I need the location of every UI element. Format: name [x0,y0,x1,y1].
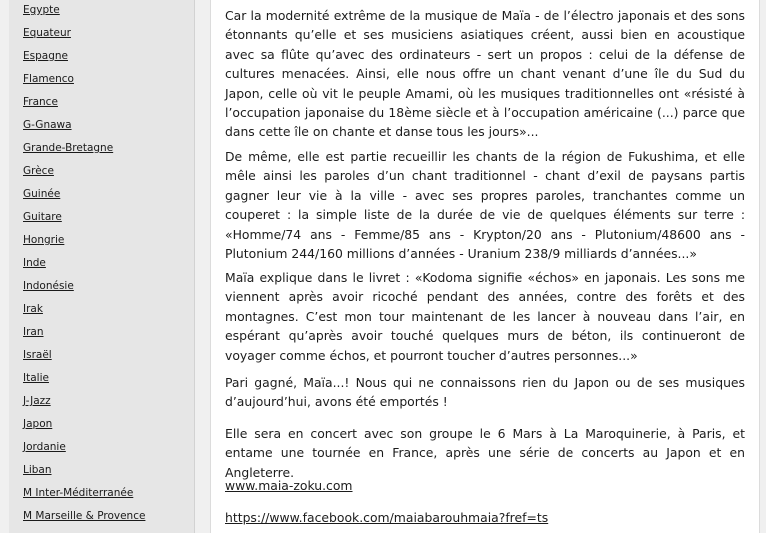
sidebar-link[interactable]: Liban [23,464,52,476]
article-paragraph: Maïa explique dans le livret : «Kodoma signifie «échos» en japonais. Les sons me viennent après avoir ricoché pendant des années, contre des forêts et des montagnes. C’est mon tour maintenant de les lancer à nouveau dans l’air, en espérant qu’après avoir touché quelques murs de béton, ils continueront de voyager comme échos, et pourront toucher d’autres personnes...» [225,270,745,363]
website-paragraph [225,476,745,495]
sidebar-link[interactable]: Guinée [23,188,61,200]
sidebar-link[interactable]: Equateur [23,27,71,39]
sidebar-link[interactable]: Italie [23,372,49,384]
article-paragraph: Elle sera en concert avec son groupe le 6 Mars à La Maroquinerie, à Paris, et entame une tournée en France, après une série de concerts au Japon et en Angleterre. [225,426,745,480]
sidebar-link[interactable]: France [23,96,58,108]
sidebar-link[interactable]: Guitare [23,211,62,223]
sidebar-link[interactable]: Iran [23,326,44,338]
sidebar-link[interactable]: Grèce [23,165,54,177]
article-body [210,0,760,533]
sidebar-link[interactable]: Jordanie [23,441,66,453]
sidebar-link[interactable]: Irak [23,303,43,315]
website-link[interactable]: www.maia-zoku.com [225,478,353,493]
sidebar-link[interactable]: M Inter-Méditerranée [23,487,134,499]
sidebar [9,0,195,533]
sidebar-link[interactable]: Inde [23,257,46,269]
sidebar-link[interactable]: Israël [23,349,52,361]
sidebar-link[interactable]: J-Jazz [23,395,51,407]
sidebar-link[interactable]: Espagne [23,50,68,62]
sidebar-link[interactable]: Japon [23,418,53,430]
sidebar-link[interactable]: Hongrie [23,234,65,246]
sidebar-link[interactable]: Egypte [23,4,60,16]
facebook-paragraph [225,508,745,527]
facebook-link[interactable]: https://www.facebook.com/maiabarouhmaia?fref=ts [225,510,549,525]
sidebar-link[interactable]: M Marseille & Provence [23,510,146,522]
sidebar-link[interactable]: Indonésie [23,280,74,292]
sidebar-link[interactable]: Flamenco [23,73,74,85]
sidebar-link[interactable]: G-Gnawa [23,119,72,131]
sidebar-link[interactable]: Grande-Bretagne [23,142,114,154]
article-paragraph: De même, elle est partie recueillir les chants de la région de Fukushima, et elle mêle ainsi les paroles d’un chant traditionnel - chant d’exil de paysans partis gagner leur vie à la ville - avec ses propres paroles, tranchantes comme un couperet : la simple liste de la durée de vie de quelques éléments sur terre : «Homme/74 ans - Femme/85 ans - Krypton/20 ans - Plutonium/48600 ans - Plutonium 244/160 millions d’années - Uranium 238/9 milliards d’années...» [225,149,745,262]
article-paragraph: Pari gagné, Maïa...! Nous qui ne connaissons rien du Japon ou de ses musiques d’aujourd’hui, avons été emportés ! [225,375,745,410]
article-paragraph: Car la modernité extrême de la musique de Maïa - de l’électro japonais et des sons étonnants qu’elle et ses musiciens asiatiques créent, aussi bien en acoustique avec sa flûte qu’avec des ordinateurs - sert un propos : celui de la défense de cultures menacées. Ainsi, elle nous offre un chant venant d’une île du Sud du Japon, celle où vit le peuple Amami, où les musiques traditionnelles ont «résisté à l’occupation japonaise du 18ème siècle et à l’occupation américaine (...) parce que dans cette île on chante et danse tous les jours»... [225,8,745,140]
